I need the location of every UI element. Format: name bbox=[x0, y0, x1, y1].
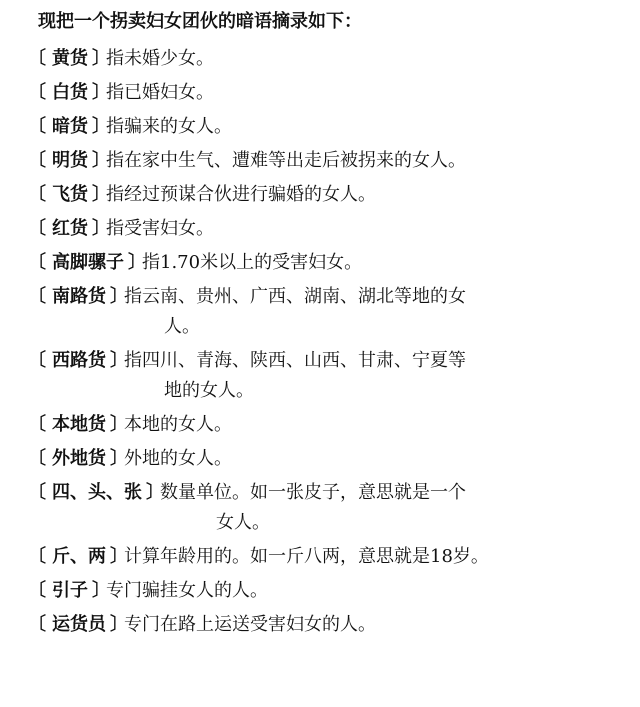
list-item bbox=[28, 282, 626, 312]
list-item bbox=[28, 410, 626, 440]
list-item bbox=[28, 346, 626, 376]
list-item bbox=[28, 478, 626, 508]
slang-definition: 指受害妇女。 bbox=[106, 218, 214, 239]
left-bracket: 〔 bbox=[28, 350, 46, 371]
slang-definition: 计算年龄用的。如一斤八两，意思就是18岁。 bbox=[124, 546, 489, 567]
slang-term: 黄货 bbox=[52, 48, 88, 69]
left-bracket: 〔 bbox=[28, 252, 46, 273]
right-bracket: 〕 bbox=[92, 82, 110, 103]
slang-definition-continued: 女人。 bbox=[216, 512, 270, 533]
slang-term: 飞货 bbox=[52, 184, 88, 205]
list-item bbox=[28, 610, 626, 640]
left-bracket: 〔 bbox=[28, 218, 46, 239]
slang-term: 本地货 bbox=[52, 414, 106, 435]
slang-term: 运货员 bbox=[52, 614, 106, 635]
slang-definition: 专门在路上运送受害妇女的人。 bbox=[124, 614, 376, 635]
slang-definition: 本地的女人。 bbox=[124, 414, 232, 435]
list-item bbox=[28, 576, 626, 606]
right-bracket: 〕 bbox=[110, 448, 128, 469]
slang-term: 引子 bbox=[52, 580, 88, 601]
slang-term: 暗货 bbox=[52, 116, 88, 137]
slang-definition-continued: 地的女人。 bbox=[164, 380, 254, 401]
slang-definition-continued: 人。 bbox=[164, 316, 200, 337]
left-bracket: 〔 bbox=[28, 150, 46, 171]
right-bracket: 〕 bbox=[92, 580, 110, 601]
slang-term: 西路货 bbox=[52, 350, 106, 371]
right-bracket: 〕 bbox=[110, 286, 128, 307]
document-title: 现把一个拐卖妇女团伙的暗语摘录如下： bbox=[38, 11, 362, 32]
list-item bbox=[28, 542, 626, 572]
slang-definition: 指未婚少女。 bbox=[106, 48, 214, 69]
slang-term: 外地货 bbox=[52, 448, 106, 469]
slang-definition: 指在家中生气、遭难等出走后被拐来的女人。 bbox=[106, 150, 466, 171]
right-bracket: 〕 bbox=[92, 48, 110, 69]
left-bracket: 〔 bbox=[28, 614, 46, 635]
right-bracket: 〕 bbox=[92, 218, 110, 239]
right-bracket: 〕 bbox=[110, 414, 128, 435]
list-item bbox=[28, 214, 626, 244]
right-bracket: 〕 bbox=[92, 116, 110, 137]
left-bracket: 〔 bbox=[28, 82, 46, 103]
left-bracket: 〔 bbox=[28, 48, 46, 69]
slang-term: 明货 bbox=[52, 150, 88, 171]
slang-term: 高脚骡子 bbox=[52, 252, 124, 273]
slang-term: 四、头、张 bbox=[52, 482, 142, 503]
slang-list bbox=[28, 44, 626, 640]
left-bracket: 〔 bbox=[28, 448, 46, 469]
list-item bbox=[28, 248, 626, 278]
list-item bbox=[28, 444, 626, 474]
right-bracket: 〕 bbox=[110, 350, 128, 371]
slang-definition: 指经过预谋合伙进行骗婚的女人。 bbox=[106, 184, 376, 205]
right-bracket: 〕 bbox=[146, 482, 164, 503]
slang-term: 红货 bbox=[52, 218, 88, 239]
right-bracket: 〕 bbox=[110, 546, 128, 567]
left-bracket: 〔 bbox=[28, 546, 46, 567]
list-item bbox=[28, 112, 626, 142]
right-bracket: 〕 bbox=[92, 184, 110, 205]
slang-term: 南路货 bbox=[52, 286, 106, 307]
list-item bbox=[28, 180, 626, 210]
slang-definition: 外地的女人。 bbox=[124, 448, 232, 469]
slang-definition: 指1.70米以上的受害妇女。 bbox=[142, 252, 363, 273]
right-bracket: 〕 bbox=[128, 252, 146, 273]
list-item bbox=[28, 44, 626, 74]
slang-definition: 数量单位。如一张皮子，意思就是一个 bbox=[160, 482, 466, 503]
slang-definition: 指已婚妇女。 bbox=[106, 82, 214, 103]
right-bracket: 〕 bbox=[92, 150, 110, 171]
left-bracket: 〔 bbox=[28, 286, 46, 307]
slang-definition: 专门骗挂女人的人。 bbox=[106, 580, 268, 601]
slang-definition: 指骗来的女人。 bbox=[106, 116, 232, 137]
left-bracket: 〔 bbox=[28, 580, 46, 601]
list-item bbox=[28, 146, 626, 176]
left-bracket: 〔 bbox=[28, 116, 46, 137]
left-bracket: 〔 bbox=[28, 184, 46, 205]
slang-definition: 指云南、贵州、广西、湖南、湖北等地的女 bbox=[124, 286, 466, 307]
left-bracket: 〔 bbox=[28, 482, 46, 503]
slang-term: 白货 bbox=[52, 82, 88, 103]
slang-term: 斤、两 bbox=[52, 546, 106, 567]
list-item bbox=[28, 78, 626, 108]
left-bracket: 〔 bbox=[28, 414, 46, 435]
right-bracket: 〕 bbox=[110, 614, 128, 635]
slang-definition: 指四川、青海、陕西、山西、甘肃、宁夏等 bbox=[124, 350, 466, 371]
